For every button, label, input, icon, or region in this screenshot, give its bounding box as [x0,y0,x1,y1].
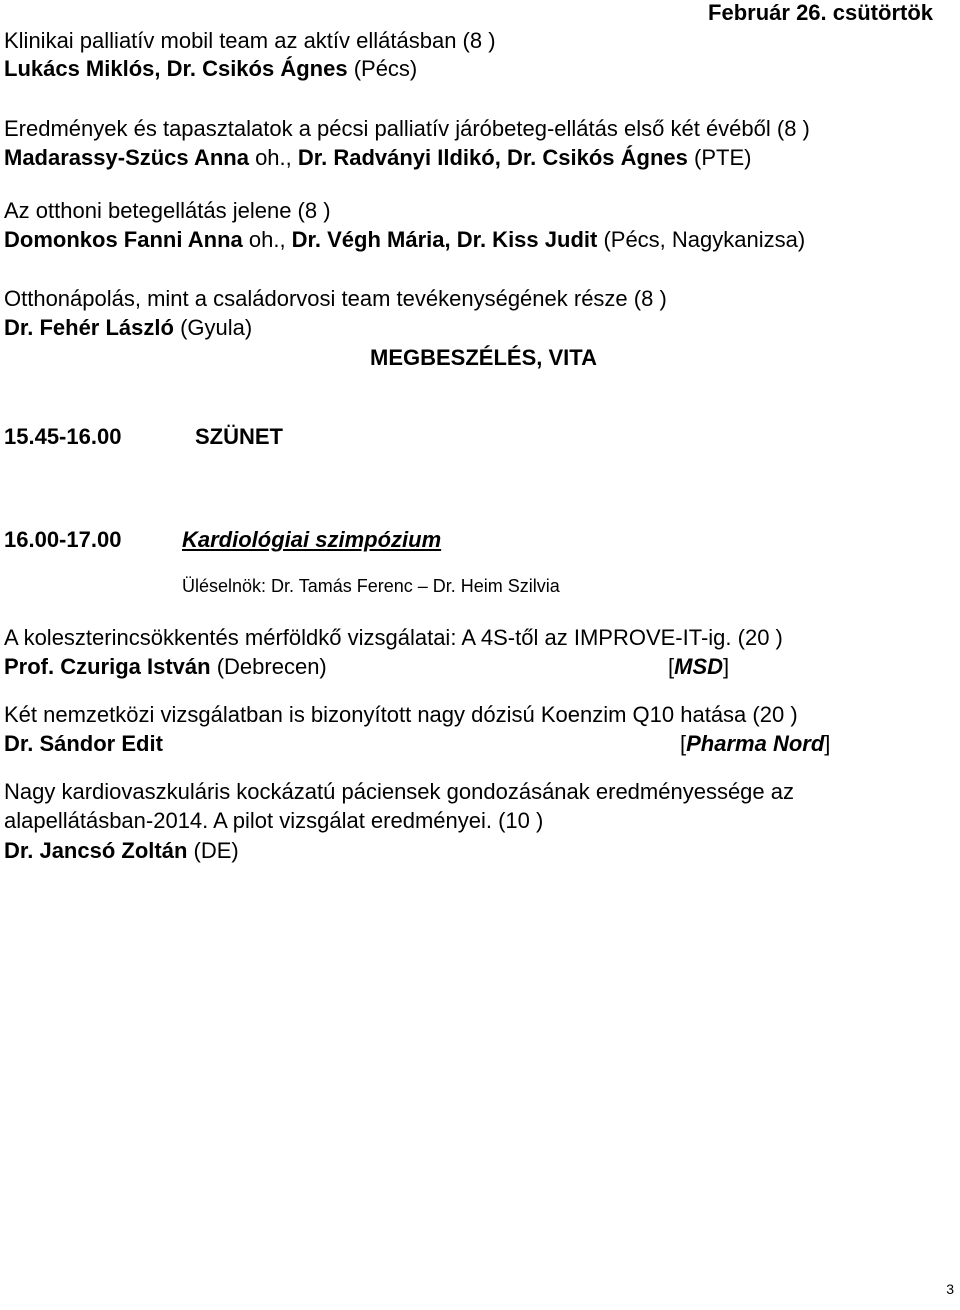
sponsor: [MSD] [668,654,730,679]
author-affiliation: (Debrecen) [210,654,327,679]
author-affiliation: (Pécs, Nagykanizsa) [597,227,806,252]
chairs-names: Dr. Tamás Ferenc – Dr. Heim Szilvia [271,576,560,596]
author-affiliation: (DE) [187,838,239,863]
talk-authors [4,56,417,82]
chairs-label: Üléselnök: [182,576,272,596]
symposium-title: Kardiológiai szimpózium [182,527,442,552]
page-number: 3 [946,1281,954,1297]
author-role: oh., [248,145,298,170]
author-name: Dr. Radványi Ildikó, Dr. Csikós Ágnes [297,145,688,170]
author-name: Dr. Fehér László [4,315,174,340]
talk-title: Klinikai palliatív mobil team az aktív ellátásban (8 ) [4,28,496,53]
author-name: Madarassy-Szücs Anna [4,145,249,170]
talk-title: Az otthoni betegellátás jelene (8 ) [4,198,331,223]
break-time: 15.45-16.00 [4,424,122,449]
sponsor: [Pharma Nord] [680,731,831,756]
talk-title: Eredmények és tapasztalatok a pécsi palliatív járóbeteg-ellátás első két évéből (8 ) [4,116,810,141]
talk-authors [4,145,751,171]
session-chairs [182,575,560,597]
author-affiliation: (Gyula) [173,315,253,340]
talk-title: A koleszterincsökkentés mérföldkő vizsgálatai: A 4S-től az IMPROVE-IT-ig. (20 ) [4,625,783,650]
author-role: oh., [242,227,292,252]
author-name: Domonkos Fanni Anna [4,227,243,252]
author-name: Prof. Czuriga István [4,654,211,679]
talk-authors [4,731,163,757]
break-label: SZÜNET [195,424,283,449]
talk-title: Két nemzetközi vizsgálatban is bizonyított nagy dózisú Koenzim Q10 hatása (20 ) [4,702,798,727]
talk-authors [4,227,805,253]
sponsor-name: Pharma Nord [686,731,825,756]
author-name: Dr. Sándor Edit [4,731,163,756]
header-date: Február 26. csütörtök [708,0,933,25]
talk-authors [4,654,327,680]
author-affiliation: (PTE) [687,145,752,170]
talk-authors [4,838,239,864]
talk-title-line2: alapellátásban-2014. A pilot vizsgálat eredményei. (10 ) [4,808,544,833]
discussion-heading: MEGBESZÉLÉS, VITA [370,345,597,370]
author-name: Dr. Végh Mária, Dr. Kiss Judit [291,227,598,252]
author-affiliation: (Pécs) [347,56,418,81]
symposium-time: 16.00-17.00 [4,527,122,552]
talk-authors [4,315,252,341]
author-name: Lukács Miklós, Dr. Csikós Ágnes [4,56,348,81]
talk-title: Otthonápolás, mint a családorvosi team tevékenységének része (8 ) [4,286,667,311]
author-name: Dr. Jancsó Zoltán [4,838,188,863]
talk-title-line1: Nagy kardiovaszkuláris kockázatú páciensek gondozásának eredményessége az [4,779,795,804]
sponsor-name: MSD [674,654,724,679]
